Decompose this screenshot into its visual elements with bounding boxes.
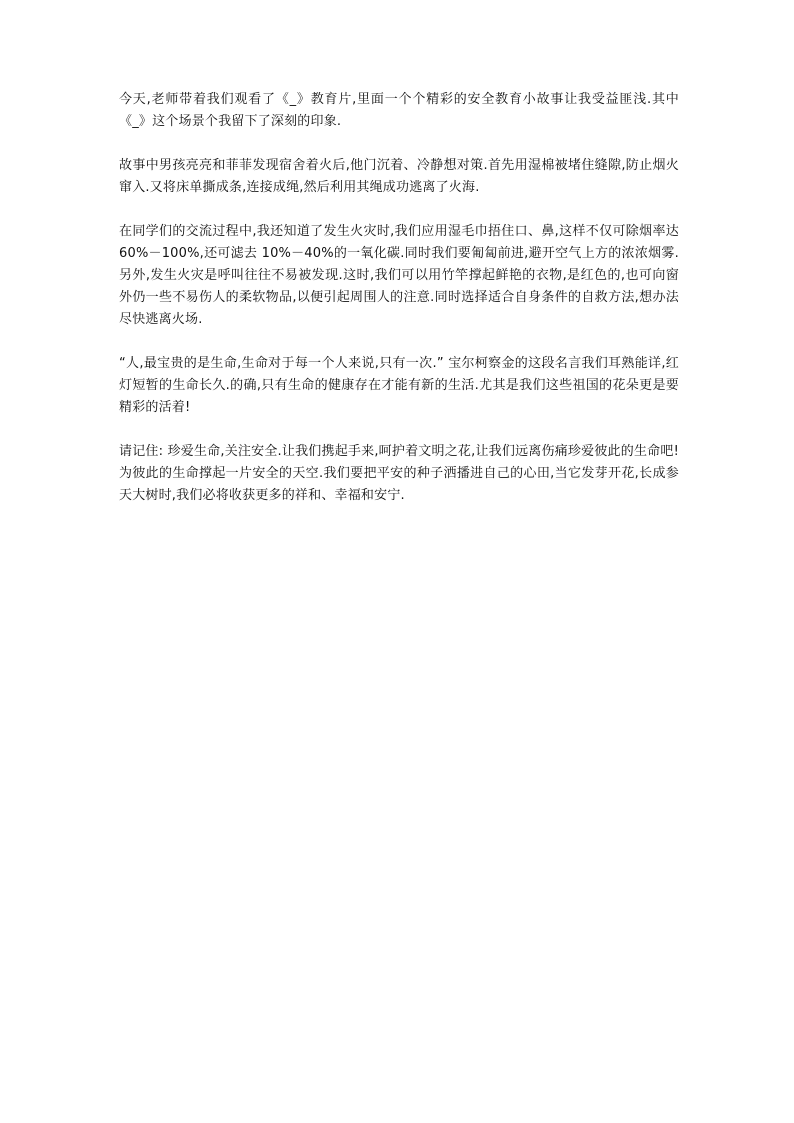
paragraph-fire-safety: 在同学们的交流过程中,我还知道了发生火灾时,我们应用湿毛巾捂住口、鼻,这样不仅可除烟率达 60%－100%,还可滤去 10%－40%的一氧化碳.同时我们要匍匐前进,避开空气上方的浓浓烟雾.另外,发生火灾是呼叫往往不易被发现.这时,我们可以用竹竿撑起鲜艳的衣物,是红色的,也可向窗外仍一些不易伤人的柔软物品,以便引起周围人的注意.同时选择适合自身条件的自救方法,想办法尽快逃离火场. — [119, 224, 679, 327]
paragraph-conclusion: 请记住: 珍爱生命,关注安全.让我们携起手来,呵护着文明之花,让我们远离伤痛珍爱彼此的生命吧!为彼此的生命撑起一片安全的天空.我们要把平安的种子洒播进自己的心田,当它发芽开花,长成参天大树时,我们必将收获更多的祥和、幸福和安宁. — [119, 444, 679, 503]
paragraph-quote: “人,最宝贵的是生命,生命对于每一个人来说,只有一次.” 宝尔柯察金的这段名言我们耳熟能详,红灯短暂的生命长久.的确,只有生命的健康存在才能有新的生活.尤其是我们这些祖国的花朵更是要精彩的活着! — [119, 356, 679, 415]
paragraph-intro: 今天,老师带着我们观看了《_》教育片,里面一个个精彩的安全教育小故事让我受益匪浅.其中《_》这个场景个我留下了深刻的印象. — [119, 92, 679, 129]
paragraph-story: 故事中男孩亮亮和菲菲发现宿舍着火后,他门沉着、冷静想对策.首先用湿棉被堵住缝隙,防止烟火窜入.又将床单撕成条,连接成绳,然后利用其绳成功逃离了火海. — [119, 158, 679, 195]
document-body — [119, 89, 679, 529]
